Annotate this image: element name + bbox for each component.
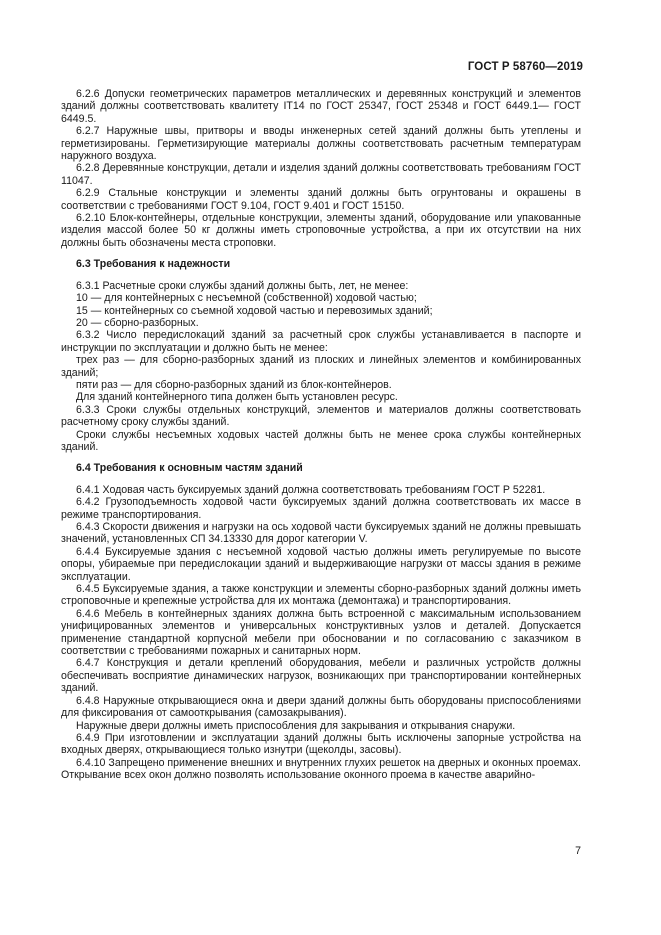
paragraph-649: 6.4.9 При изготовлении и эксплуатации зданий должны быть исключены запорные устройства на входных дверях, открывающиеся только изнутри (щеколды, засовы). xyxy=(61,731,581,757)
paragraph-6210: 6.2.10 Блок-контейнеры, отдельные конструкции, элементы зданий, оборудование или упакованные изделия массой более 50 кг должны иметь строповочные устройства, а при их отсутствии на них должны быть обозначены места строповки. xyxy=(61,212,581,249)
document-code: ГОСТ Р 58760—2019 xyxy=(467,61,583,73)
list-item-five-times: пяти раз — для сборно-разборных зданий из блок-контейнеров. xyxy=(76,378,392,391)
paragraph-642: 6.4.2 Грузоподъемность ходовой части буксируемых зданий должна соответствовать их массе в режиме транспортирования. xyxy=(61,496,581,521)
paragraph-626: 6.2.6 Допуски геометрических параметров металлических и деревянных конструкций и элементов зданий должны соответствовать квалитету IT14 по ГОСТ 25347, ГОСТ 25348 и ГОСТ 6449.1— ГОСТ 6449.5. xyxy=(61,88,581,125)
paragraph-chassis-life: Сроки службы несъемных ходовых частей должны быть не менее срока службы контейнерных зданий. xyxy=(61,428,581,453)
list-item-10-years: 10 — для контейнерных с несъемной (собственной) ходовой частью; xyxy=(76,292,417,305)
paragraph-6410: 6.4.10 Запрещено применение внешних и внутренних глухих решеток на дверных и оконных проемах. Открывание всех окон должно позволять использование оконного проема в качестве аварийно- xyxy=(61,756,581,782)
paragraph-632: 6.3.2 Число передислокаций зданий за расчетный срок службы устанавливается в паспорте и инструкции по эксплуатации и должно быть не менее: xyxy=(61,329,581,354)
document-body xyxy=(61,88,581,782)
paragraph-627: 6.2.7 Наружные швы, притворы и вводы инженерных сетей зданий должны быть утеплены и герметизированы. Герметизирующие материалы должны соответствовать расчетным температурам наружного воздуха. xyxy=(61,125,581,163)
paragraph-644: 6.4.4 Буксируемые здания с несъемной ходовой частью должны иметь регулируемые по высоте опоры, убираемые при передислокации зданий и выдерживающие нагрузки от массы здания в режиме эксплуатации. xyxy=(61,545,581,583)
paragraph-645: 6.4.5 Буксируемые здания, а также конструкции и элементы сборно-разборных зданий должны иметь строповочные и крепежные устройства для их монтажа (демонтажа) и транспортирования. xyxy=(61,583,581,608)
paragraph-resource: Для зданий контейнерного типа должен быть установлен ресурс. xyxy=(76,391,398,404)
list-item-20-years: 20 — сборно-разборных. xyxy=(76,316,199,329)
list-item-three-times: трех раз — для сборно-разборных зданий из плоских и линейных элементов и комбинированных зданий; xyxy=(61,354,581,379)
paragraph-628: 6.2.8 Деревянные конструкции, детали и изделия зданий должны соответствовать требованиям ГОСТ 11047. xyxy=(61,162,581,187)
page-number: 7 xyxy=(575,845,581,857)
paragraph-outer-doors: Наружные двери должны иметь приспособления для закрывания и открывания снаружи. xyxy=(76,719,516,732)
section-heading-6-4: 6.4 Требования к основным частям зданий xyxy=(76,462,303,475)
paragraph-643: 6.4.3 Скорости движения и нагрузки на ось ходовой части буксируемых зданий не должны превышать значений, установленных СП 34.13330 для дорог категории V. xyxy=(61,521,581,546)
paragraph-646: 6.4.6 Мебель в контейнерных зданиях должна быть встроенной с максимальным использованием унифицированных элементов и универсальных конструктивных узлов и деталей. Допускается применение стандартной корпусной мебели при обосновании и по согласованию с заказчиком в соответствии с требованиями пожарных и санитарных норм. xyxy=(61,607,581,658)
paragraph-631: 6.3.1 Расчетные сроки службы зданий должны быть, лет, не менее: xyxy=(76,279,409,292)
paragraph-647: 6.4.7 Конструкция и детали креплений оборудования, мебели и различных устройств должны обеспечивать восприятие динамических нагрузок, возникающих при транспортировании контейнерных зданий. xyxy=(61,657,581,695)
paragraph-633: 6.3.3 Сроки службы отдельных конструкций, элементов и материалов должны соответствовать расчетному сроку службы зданий. xyxy=(61,403,581,429)
paragraph-629: 6.2.9 Стальные конструкции и элементы зданий должны быть огрунтованы и окрашены в соответствии с требованиями ГОСТ 9.104, ГОСТ 9.401 и ГОСТ 15150. xyxy=(61,187,581,212)
paragraph-641: 6.4.1 Ходовая часть буксируемых зданий должна соответствовать требованиям ГОСТ Р 52281. xyxy=(76,483,546,496)
list-item-15-years: 15 — контейнерных со съемной ходовой частью и перевозимых зданий; xyxy=(76,304,433,317)
paragraph-648: 6.4.8 Наружные открывающиеся окна и двери зданий должны быть оборудованы приспособлениями для фиксирования от самооткрывания (самозакрывания). xyxy=(61,694,581,720)
section-heading-6-3: 6.3 Требования к надежности xyxy=(76,258,231,271)
